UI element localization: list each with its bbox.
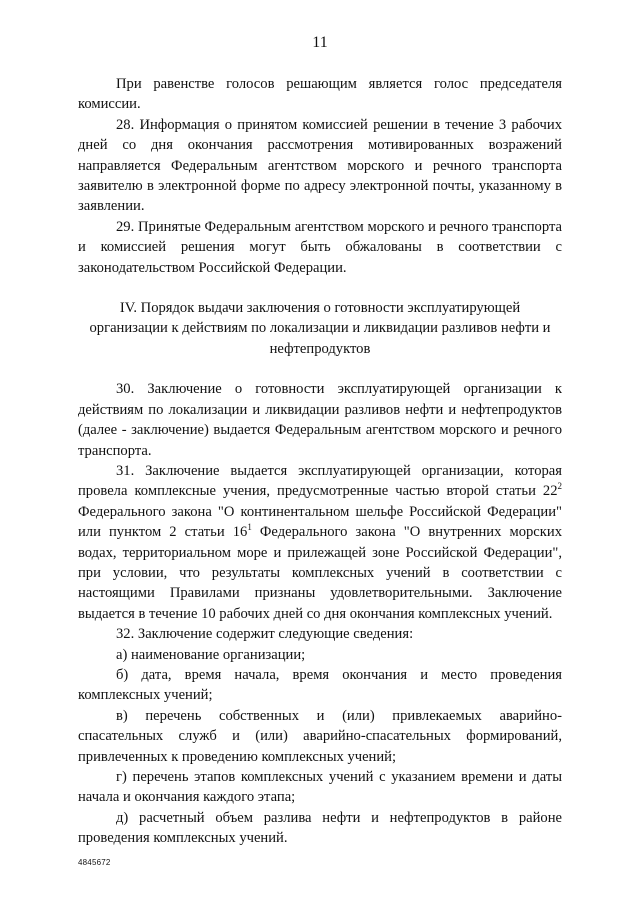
list-item-b: б) дата, время начала, время окончания и место проведения комплексных учений; [78,666,562,704]
spacer [78,278,562,298]
list-item-a: а) наименование организации; [116,646,306,663]
superscript-1: 1 [247,522,252,533]
paragraph-31-part-b: Федерального закона "О континентальном шельфе Российской Федерации" или пунктом 2 статьи 16 [78,503,562,541]
spacer [78,359,562,379]
paragraph-32: 32. Заключение содержит следующие сведения: [116,626,414,643]
document-body [78,74,562,849]
list-item-d: д) расчетный объем разлива нефти и нефтепродуктов в районе проведения комплексных учений. [78,809,562,847]
paragraph-29: 29. Принятые Федеральным агентством морского и речного транспорта и комиссией решения могут быть обжалованы в соответствии с законодательством Российской Федерации. [78,218,562,276]
section-heading: IV. Порядок выдачи заключения о готовности эксплуатирующей организации к действиям по локализации и ликвидации разливов нефти и нефтепродуктов [89,300,551,357]
page-number: 11 [312,34,328,51]
paragraph-30: 30. Заключение о готовности эксплуатирующей организации к действиям по локализации и ликвидации разливов нефти и нефтепродуктов (далее - заключение) выдается Федеральным агентством морского и речного транспорта. [78,381,562,459]
paragraph-31-part-a: 31. Заключение выдается эксплуатирующей организации, которая провела комплексные учения, предусмотренные частью второй статьи 22 [78,462,562,500]
paragraph-31-part-c: Федерального закона "О внутренних морских водах, территориальном море и прилежащей зоне Российской Федерации", при условии, что результаты комплексных учений в соответствии с настоящими Правилами признаны удовлетворительными. Заключение выдается в течение 10 рабочих дней со дня окончания комплексных учений. [78,524,562,622]
paragraph-intro: При равенстве голосов решающим является голос председателя комиссии. [78,76,562,113]
list-item-g: г) перечень этапов комплексных учений с указанием времени и даты начала и окончания каждого этапа; [78,769,562,806]
paragraph-31 [78,461,562,624]
footer-document-code: 4845672 [78,858,111,867]
paragraph-28: 28. Информация о принятом комиссией решении в течение 3 рабочих дней со дня окончания рассмотрения мотивированных возражений направляется Федеральным агентством морского и речного транспорта заявителю в электронной форме по адресу электронной почты, указанному в заявлении. [78,116,562,215]
superscript-2: 2 [557,481,562,492]
list-item-v: в) перечень собственных и (или) привлекаемых аварийно-спасательных служб и (или) аварийно-спасательных формирований, привлеченных к проведению комплексных учений; [78,707,562,765]
